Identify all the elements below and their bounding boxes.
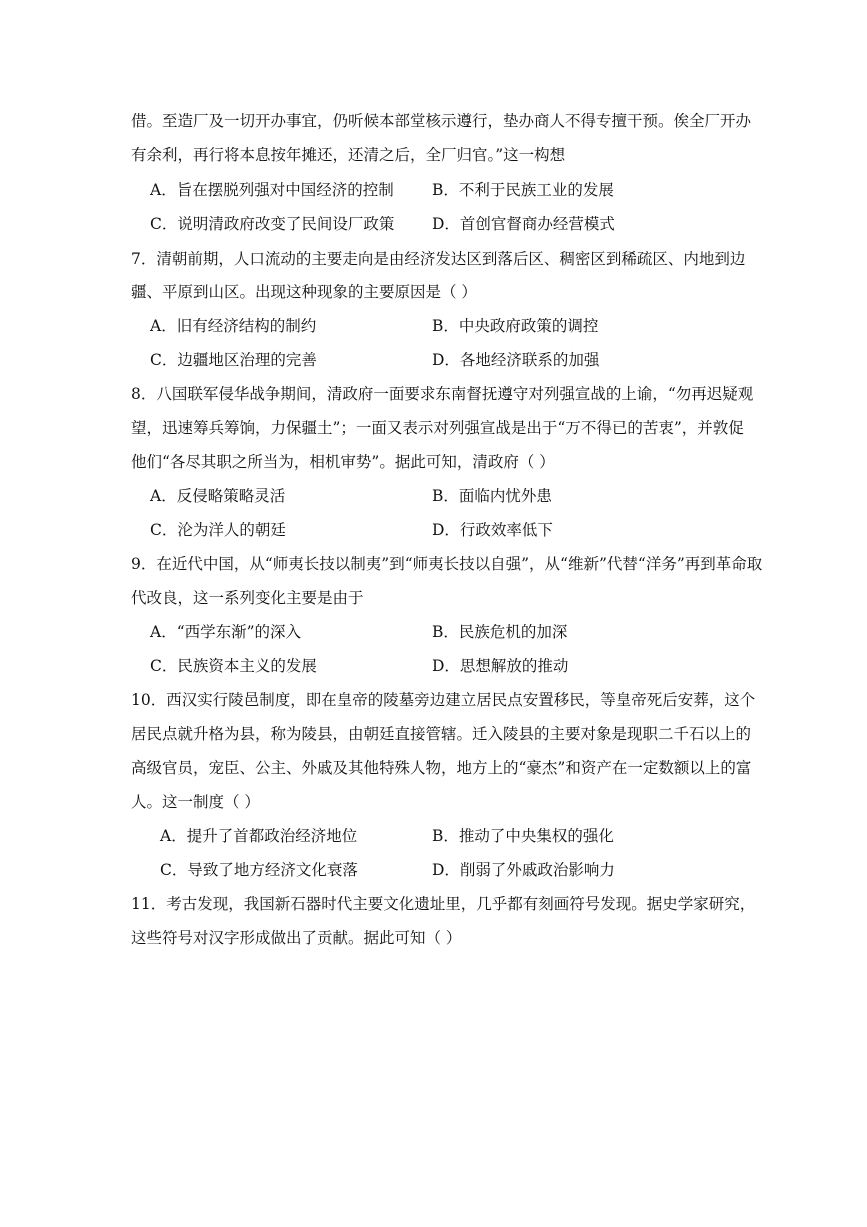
- q8-line-3: 他们“各尽其职之所当为，相机审势”。据此可知，清政府（ ）: [131, 453, 555, 471]
- intro-option-a: A．旨在摆脱列强对中国经济的控制: [150, 181, 394, 199]
- q7-line-2: 疆、平原到山区。出现这种现象的主要原因是（ ）: [131, 283, 477, 301]
- q10-line-2: 居民点就升格为县，称为陵县，由朝廷直接管辖。迁入陵县的主要对象是现职二千石以上的: [131, 725, 752, 743]
- intro-option-b: B．不利于民族工业的发展: [432, 181, 614, 199]
- q8-option-c: C．沦为洋人的朝廷: [150, 521, 286, 539]
- q10-line-1: 10．西汉实行陵邑制度，即在皇帝的陵墓旁边建立居民点安置移民，等皇帝死后安葬，这个: [131, 691, 756, 709]
- q7-option-b: B．中央政府政策的调控: [432, 317, 599, 335]
- q10-option-b: B．推动了中央集权的强化: [432, 827, 614, 845]
- q9-option-d: D．思想解放的推动: [432, 657, 569, 675]
- q10-line-3: 高级官员，宠臣、公主、外戚及其他特殊人物，地方上的“豪杰”和资产在一定数额以上的富: [131, 759, 752, 777]
- q10-option-a: A．提升了首都政治经济地位: [160, 827, 358, 845]
- q9-option-a: A．“西学东渐”的深入: [150, 623, 302, 641]
- intro-option-d: D．首创官督商办经营模式: [432, 215, 615, 233]
- q8-option-d: D．行政效率低下: [432, 521, 553, 539]
- q8-option-a: A．反侵略策略灵活: [150, 487, 286, 505]
- q11-line-1: 11．考古发现，我国新石器时代主要文化遗址里，几乎都有刻画符号发现。据史学家研究，: [131, 895, 756, 913]
- q11-line-2: 这些符号对汉字形成做出了贡献。据此可知（ ）: [131, 929, 462, 947]
- q10-line-4: 人。这一制度（ ）: [131, 793, 260, 811]
- q10-option-d: D．削弱了外戚政治影响力: [432, 861, 615, 879]
- intro-option-c: C．说明清政府改变了民间设厂政策: [150, 215, 395, 233]
- q7-option-a: A．旧有经济结构的制约: [150, 317, 317, 335]
- q8-line-1: 8．八国联军侵华战争期间，清政府一面要求东南督抚遵守对列强宣战的上谕，“勿再迟疑观: [131, 385, 754, 403]
- q9-option-c: C．民族资本主义的发展: [150, 657, 317, 675]
- q9-line-2: 代改良，这一系列变化主要是由于: [131, 589, 364, 607]
- q7-line-1: 7．清朝前期，人口流动的主要走向是由经济发达区到落后区、稠密区到稀疏区、内地到边: [131, 250, 746, 268]
- q7-option-c: C．边疆地区治理的完善: [150, 351, 317, 369]
- q8-option-b: B．面临内忧外患: [432, 487, 552, 505]
- q9-option-b: B．民族危机的加深: [432, 623, 568, 641]
- q8-line-2: 望，迅速筹兵筹饷，力保疆土”；一面又表示对列强宣战是出于“万不得已的苦衷”，并敦促: [131, 419, 744, 437]
- q10-option-c: C．导致了地方经济文化衰落: [160, 861, 358, 879]
- q7-option-d: D．各地经济联系的加强: [432, 351, 600, 369]
- intro-line-1: 借。至造厂及一切开办事宜，仍听候本部堂核示遵行，垫办商人不得专擅干预。俟全厂开办: [131, 112, 752, 130]
- intro-line-2: 有余利，再行将本息按年摊还，还清之后，全厂归官。”这一构想: [131, 146, 566, 164]
- q9-line-1: 9．在近代中国，从“师夷长技以制夷”到“师夷长技以自强”，从“维新”代替“洋务”再到革命取: [131, 555, 763, 573]
